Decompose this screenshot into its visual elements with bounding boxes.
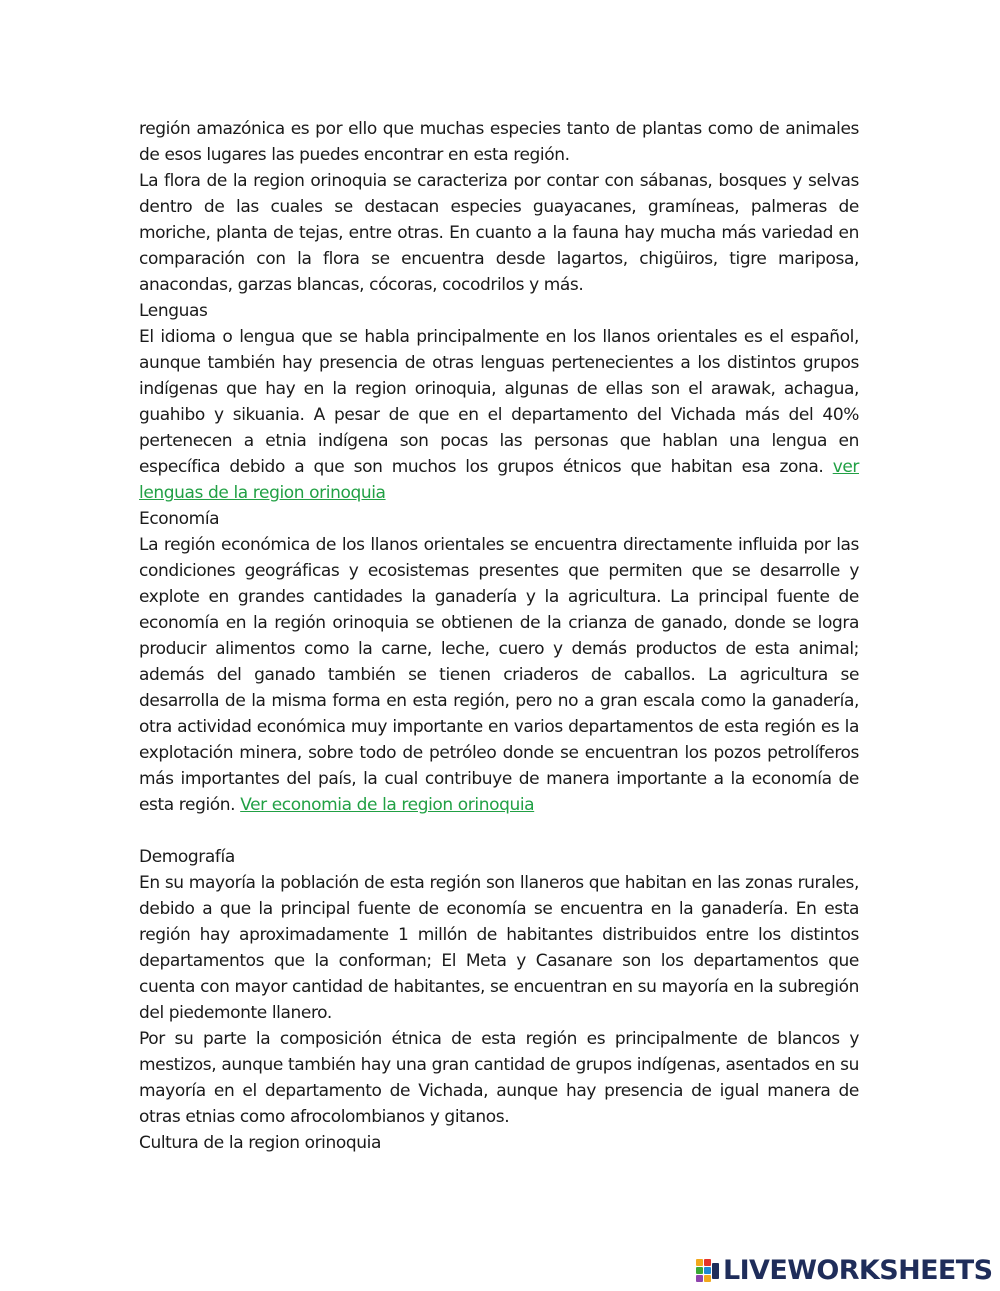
- spacer: [139, 818, 859, 844]
- paragraph-demografia: En su mayoría la población de esta región son llaneros que habitan en las zonas rurales, debido a que la principal fuente de economía se encuentra en la ganadería. En esta región hay aproximadamente 1 millón de habitantes distribuidos entre los distintos departamentos que la conforman; El Meta y Casanare son los departamentos que cuenta con mayor cantidad de habitantes, se encuentran en su mayoría en la subregión del piedemonte llanero.: [139, 873, 859, 1023]
- heading-demografia: Demografía: [139, 847, 235, 867]
- heading-cultura: Cultura de la region orinoquia: [139, 1133, 381, 1153]
- liveworksheets-logo[interactable]: [696, 1256, 992, 1286]
- paragraph-economia-text: La región económica de los llanos orientales se encuentra directamente influida por las condiciones geográficas y ecosistemas presentes que permiten que se desarrolle y explote en grandes cantidades la ganadería y la agricultura. La principal fuente de economía en la región orinoquia se obtienen de la crianza de ganado, donde se logra producir alimentos como la carne, leche, cuero y demás productos de esta animal; además del ganado también se tienen criaderos de caballos. La agricultura se desarrolla de la misma forma en esta región, pero no a gran escala como la ganadería, otra actividad económica muy importante en varios departamentos de esta región es la explotación minera, sobre todo de petróleo donde se encuentran los pozos petrolíferos más importantes del país, la cual contribuye de manera importante a la economía de esta región.: [139, 535, 859, 815]
- liveworksheets-logo-icon: [696, 1259, 720, 1283]
- paragraph-economia: [139, 532, 859, 818]
- heading-economia: Economía: [139, 509, 220, 529]
- heading-lenguas: Lenguas: [139, 301, 208, 321]
- paragraph-flora-fauna: La flora de la region orinoquia se caracteriza por contar con sábanas, bosques y selvas dentro de las cuales se destacan especies guayacanes, gramíneas, palmeras de moriche, planta de tejas, entre otras. En cuanto a la fauna hay mucha más variedad en comparación con la flora se encuentra desde lagartos, chigüiros, tigre mariposa, anacondas, garzas blancas, cócoras, cocodrilos y más.: [139, 171, 859, 295]
- paragraph-intro: región amazónica es por ello que muchas especies tanto de plantas como de animales de esos lugares las puedes encontrar en esta región.: [139, 119, 859, 165]
- paragraph-composicion-etnica: Por su parte la composición étnica de esta región es principalmente de blancos y mestizos, aunque también hay una gran cantidad de grupos indígenas, asentados en su mayoría en el departamento de Vichada, aunque hay presencia de igual manera de otras etnias como afrocolombianos y gitanos.: [139, 1029, 859, 1127]
- link-economia[interactable]: Ver economia de la region orinoquia: [240, 795, 535, 815]
- document-body: [139, 116, 859, 1156]
- paragraph-lenguas: [139, 324, 859, 506]
- link-lenguas[interactable]: ver lenguas de la region orinoquia: [139, 457, 859, 503]
- paragraph-lenguas-text: El idioma o lengua que se habla principalmente en los llanos orientales es el español, aunque también hay presencia de otras lenguas pertenecientes a los distintos grupos indígenas que hay en la region orinoquia, algunas de ellas son el arawak, achagua, guahibo y sikuania. A pesar de que en el departamento del Vichada más del 40% pertenecen a etnia indígena son pocas las personas que hablan una lengua en específica debido a que son muchos los grupos étnicos que habitan esa zona.: [139, 327, 859, 477]
- liveworksheets-logo-text: LIVEWORKSHEETS: [723, 1255, 993, 1286]
